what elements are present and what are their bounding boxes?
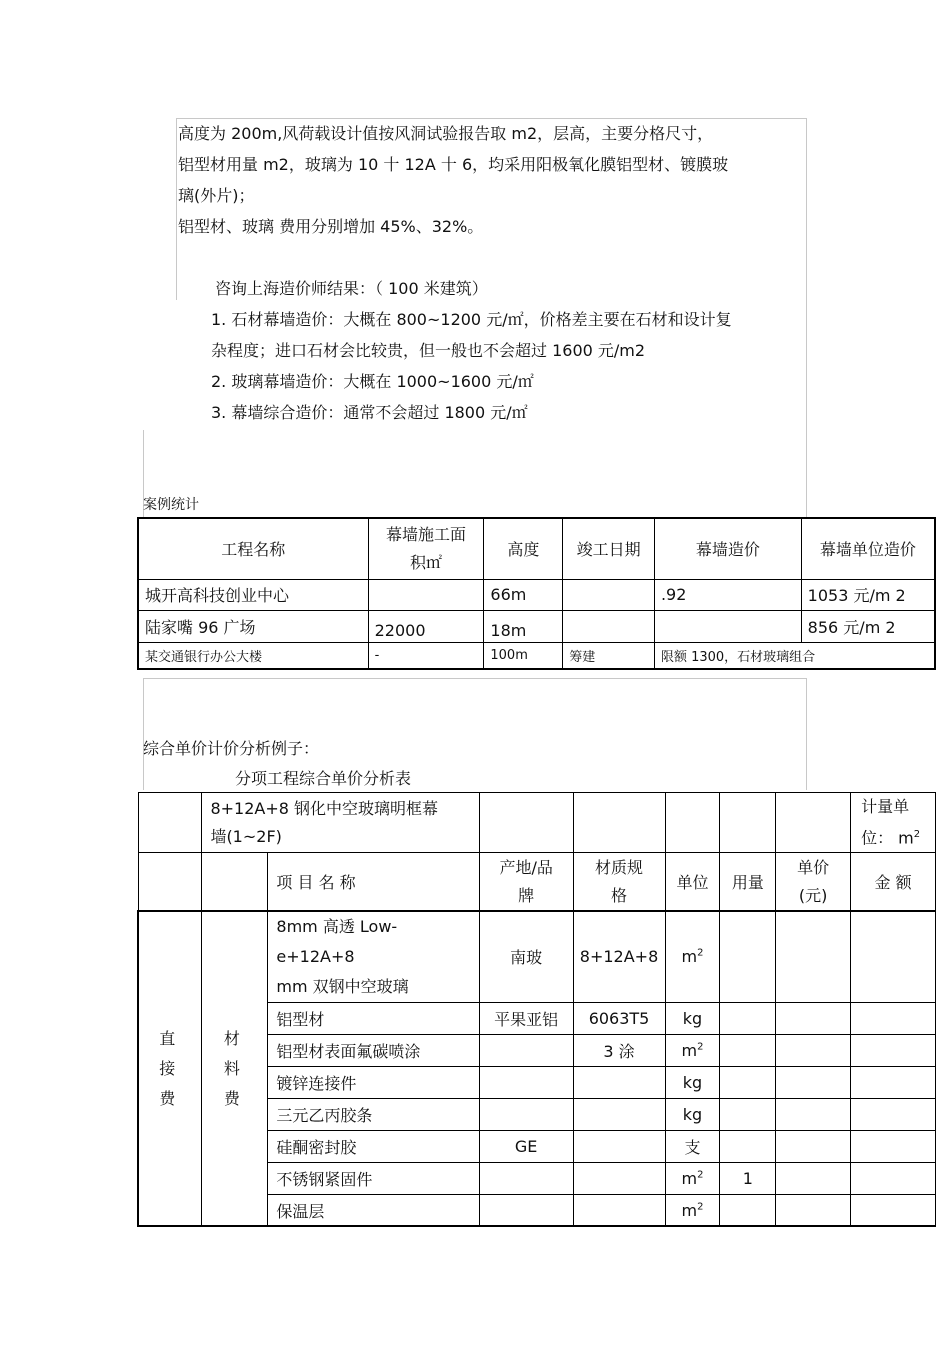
cell-amount <box>851 1162 936 1194</box>
header-unit: 单位 <box>665 853 720 911</box>
cell-material-name: 硅酮密封胶 <box>268 1130 479 1162</box>
cell-area: 22000 <box>368 610 484 642</box>
header-spec-line1: 材质规 <box>595 857 644 877</box>
consult-heading: 咨询上海造价师结果：（ 100 米建筑） <box>215 279 488 298</box>
header-area <box>368 518 484 579</box>
cell-price <box>776 1162 851 1194</box>
header-unit-cost: 幕墙单位造价 <box>801 518 935 579</box>
cell-origin <box>479 1066 573 1098</box>
consult-item: 2. 玻璃幕墙造价：大概在 1000~1600 元/㎡ <box>211 372 534 391</box>
cell-origin <box>479 1162 573 1194</box>
header-spec <box>573 853 665 911</box>
header-area-line2: 积㎡ <box>410 552 443 572</box>
cell-amount <box>851 1066 936 1098</box>
measure-unit <box>851 793 936 853</box>
cell-origin <box>479 1194 573 1226</box>
cell-unit: $m^2$ <box>665 1194 720 1226</box>
cell-amount <box>851 1034 936 1066</box>
cell-height: 18m <box>484 610 563 642</box>
cell-blank <box>720 793 776 853</box>
cell-spec: 8+12A+8 <box>573 911 665 1003</box>
cell-material-name: 镀锌连接件 <box>268 1066 479 1098</box>
cell-blank <box>479 793 573 853</box>
group-direct-cost: 直 接 费 <box>138 911 202 1227</box>
item-name <box>202 793 479 853</box>
case-statistics-table <box>137 517 936 670</box>
cell-spec <box>573 1098 665 1130</box>
cell-date: 筹建 <box>563 642 655 669</box>
cell-spec <box>573 1194 665 1226</box>
intro-paragraph <box>178 118 728 242</box>
cell-unit: 支 <box>665 1130 720 1162</box>
cell-spec: 6063T5 <box>573 1002 665 1034</box>
cell-price <box>776 1002 851 1034</box>
header-cost: 幕墙造价 <box>654 518 801 579</box>
cell-price <box>776 1098 851 1130</box>
consult-item: 1. 石材幕墙造价：大概在 800~1200 元/㎡，价格差主要在石材和设计复 <box>211 310 732 329</box>
cell-qty <box>720 1098 776 1130</box>
cell-name: 城开高科技创业中心 <box>138 579 368 610</box>
cell-cost: 限额 1300，石材玻璃组合 <box>654 642 935 669</box>
cell-amount <box>851 911 936 1003</box>
cell-qty <box>720 911 776 1003</box>
intro-line: 高度为 200m,风荷载设计值按风洞试验报告取 m2，层高，主要分格尺寸， <box>178 124 714 143</box>
cell-qty <box>720 1066 776 1098</box>
cell-origin: 平果亚铝 <box>479 1002 573 1034</box>
cell-unit: kg <box>665 1098 720 1130</box>
cell-material-name: 三元乙丙胶条 <box>268 1098 479 1130</box>
header-price <box>776 853 851 911</box>
cell-origin: 南玻 <box>479 911 573 1003</box>
table-row <box>138 610 935 642</box>
cell-price <box>776 1130 851 1162</box>
cell-spec <box>573 1066 665 1098</box>
item-name-line1: 8+12A+8 钢化中空玻璃明框幕 <box>210 798 439 818</box>
cell-unit: kg <box>665 1002 720 1034</box>
cell-amount <box>851 1098 936 1130</box>
header-amount: 金 额 <box>851 853 936 911</box>
unit-price-analysis-table <box>137 792 936 1227</box>
analysis-intro: 综合单价计价分析例子： <box>143 739 320 758</box>
measure-unit-line1: 计量单 <box>861 797 910 816</box>
intro-line: 璃(外片)； <box>178 186 255 205</box>
header-origin-line1: 产地/品 <box>499 857 553 877</box>
cell-blank <box>202 853 268 911</box>
cell-price <box>776 911 851 1003</box>
cell-amount <box>851 1002 936 1034</box>
intro-line: 铝型材、玻璃 费用分别增加 45%、32%。 <box>178 217 484 236</box>
cell-date <box>563 579 655 610</box>
intro-line: 铝型材用量 m2，玻璃为 10 十 12A 十 6，均采用阳极氧化膜铝型材、镀膜玻 <box>178 155 729 174</box>
cell-blank <box>776 793 851 853</box>
cell-unit: $m^2$ <box>665 1034 720 1066</box>
cell-spec <box>573 1130 665 1162</box>
header-price-line2: (元) <box>798 885 828 905</box>
cell-amount <box>851 1194 936 1226</box>
cell-price <box>776 1066 851 1098</box>
cell-blank <box>138 793 202 853</box>
cell-blank <box>573 793 665 853</box>
cell-origin <box>479 1034 573 1066</box>
table-row <box>138 579 935 610</box>
cell-origin <box>479 1098 573 1130</box>
analysis-title: 分项工程综合单价分析表 <box>235 769 412 788</box>
cell-origin: GE <box>479 1130 573 1162</box>
cell-blank <box>138 853 202 911</box>
cell-name: 某交通银行办公大楼 <box>138 642 368 669</box>
header-price-line1: 单价 <box>797 857 830 877</box>
header-completion-date: 竣工日期 <box>563 518 655 579</box>
cell-amount <box>851 1130 936 1162</box>
cell-date <box>563 610 655 642</box>
cell-spec: 3 涂 <box>573 1034 665 1066</box>
cell-unit: kg <box>665 1066 720 1098</box>
cell-material-name: 铝型材 <box>268 1002 479 1034</box>
cell-price <box>776 1034 851 1066</box>
cell-name: 陆家嘴 96 广场 <box>138 610 368 642</box>
cell-price <box>776 1194 851 1226</box>
cell-spec <box>573 1162 665 1194</box>
cell-material-name: 不锈钢紧固件 <box>268 1162 479 1194</box>
cell-cost <box>654 610 801 642</box>
header-origin <box>479 853 573 911</box>
cell-unit: $m^2$ <box>665 1162 720 1194</box>
cell-unit: $m^2$ <box>665 911 720 1003</box>
header-spec-line2: 格 <box>611 885 628 905</box>
table-row <box>138 642 935 669</box>
cell-cost: .92 <box>654 579 801 610</box>
cell-height: 100m <box>484 642 563 669</box>
cell-unit-cost: 1053 元/m 2 <box>801 579 935 610</box>
cases-caption: 案例统计 <box>143 497 199 513</box>
header-project-name: 工程名称 <box>138 518 368 579</box>
cell-qty <box>720 1130 776 1162</box>
cell-unit-cost: 856 元/m 2 <box>801 610 935 642</box>
header-origin-line2: 牌 <box>518 885 535 905</box>
cell-material-name: 保温层 <box>268 1194 479 1226</box>
cell-qty <box>720 1002 776 1034</box>
consult-item: 杂程度；进口石材会比较贵，但一般也不会超过 1600 元/m2 <box>211 341 646 360</box>
cell-qty: 1 <box>720 1162 776 1194</box>
cell-area <box>368 579 484 610</box>
cell-material-name: 铝型材表面氟碳喷涂 <box>268 1034 479 1066</box>
cell-qty <box>720 1194 776 1226</box>
header-height: 高度 <box>484 518 563 579</box>
table-row <box>138 911 936 1003</box>
item-name-line2: 墙(1~2F) <box>210 826 282 846</box>
measure-unit-line2: 位： $m^2$ <box>861 828 921 848</box>
header-item: 项 目 名 称 <box>268 853 479 911</box>
header-area-line1: 幕墙施工面 <box>386 524 467 544</box>
cell-qty <box>720 1034 776 1066</box>
cell-area: - <box>368 642 484 669</box>
group-material-cost: 材 料 费 <box>202 911 268 1227</box>
cell-height: 66m <box>484 579 563 610</box>
cell-material-name: 8mm 高透 Low-e+12A+8 mm 双钢中空玻璃 <box>268 911 479 1003</box>
cell-blank <box>665 793 720 853</box>
consult-item: 3. 幕墙综合造价：通常不会超过 1800 元/㎡ <box>211 403 528 422</box>
header-qty: 用量 <box>720 853 776 911</box>
consult-list <box>211 304 732 428</box>
